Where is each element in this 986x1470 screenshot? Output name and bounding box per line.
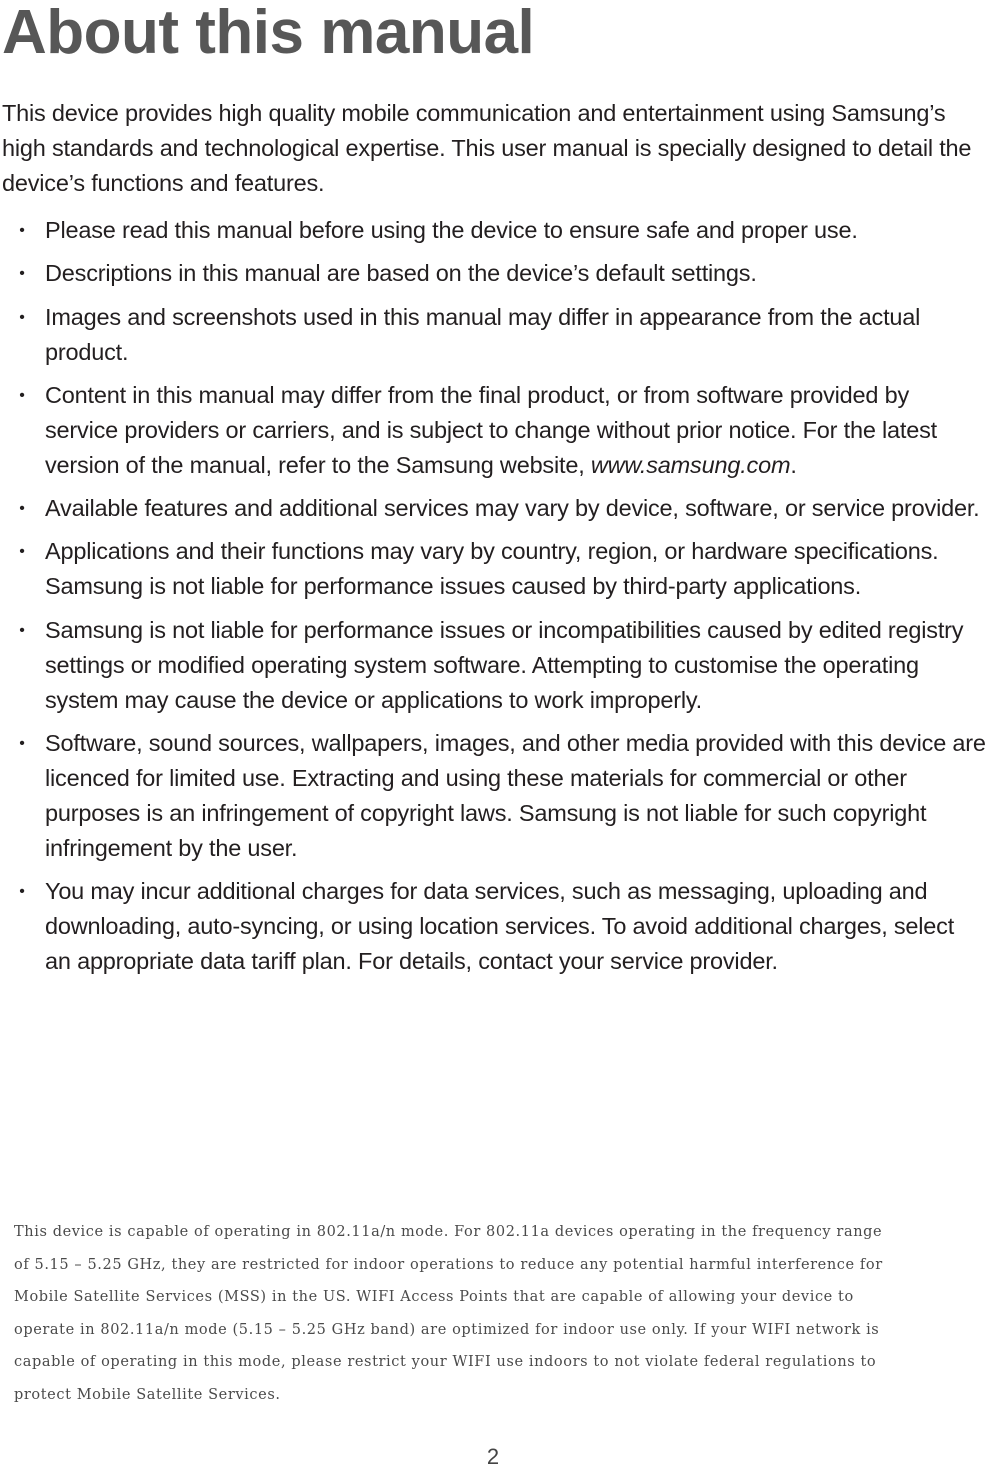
- list-item: [0, 874, 986, 979]
- notice-line: capable of operating in this mode, please restrict your WIFI use indoors to not violate federal regulations to: [14, 1354, 877, 1370]
- bullet-icon: •: [19, 543, 25, 561]
- bullet-icon: •: [19, 222, 25, 239]
- list-item: [0, 378, 986, 483]
- wifi-regulatory-notice: [14, 1216, 974, 1411]
- page-title: About this manual: [2, 0, 535, 67]
- list-item-text: Available features and additional services may vary by device, software, or service provider.: [45, 495, 980, 522]
- list-item-text: You may incur additional charges for data services, such as messaging, uploading and downloading, auto-syncing, or using location services. To avoid additional charges, select an appropriate data tariff plan. For details, contact your service provider.: [45, 878, 955, 975]
- bullet-icon: •: [19, 308, 25, 326]
- bullet-icon: •: [19, 883, 25, 901]
- notice-line: of 5.15 – 5.25 GHz, they are restricted for indoor operations to reduce any potential harmful interference for: [14, 1256, 883, 1273]
- list-item-text: Samsung is not liable for performance issues or incompatibilities caused by edited registry settings or modified operating system software. Attempting to customise the operating system may cause the device or applications to work improperly.: [45, 616, 964, 713]
- list-item: [0, 726, 986, 866]
- notice-line: Mobile Satellite Services (MSS) in the US. WIFI Access Points that are capable of allowing your device to: [14, 1289, 854, 1305]
- bullet-list: [0, 213, 986, 988]
- list-item-text: Descriptions in this manual are based on the device’s default settings.: [45, 260, 757, 287]
- list-item-text: Applications and their functions may vary by country, region, or hardware specifications. Samsung is not liable for performance issues caused by third-party applications.: [45, 538, 939, 600]
- list-item-text: Images and screenshots used in this manual may differ in appearance from the actual product.: [45, 303, 921, 365]
- list-item: [0, 213, 986, 248]
- bullet-icon: •: [19, 735, 25, 753]
- list-item: [0, 613, 986, 718]
- list-item-text: Please read this manual before using the device to ensure safe and proper use.: [45, 217, 858, 243]
- bullet-icon: •: [19, 265, 25, 283]
- list-item: [0, 256, 986, 291]
- samsung-website-link[interactable]: www.samsung.com: [590, 451, 791, 478]
- bullet-icon: •: [19, 386, 25, 404]
- list-item: [0, 491, 986, 526]
- page-number: 2: [486, 1444, 500, 1469]
- notice-line: protect Mobile Satellite Services.: [14, 1386, 281, 1403]
- notice-line: operate in 802.11a/n mode (5.15 – 5.25 GHz band) are optimized for indoor use only. If your WIFI network is: [14, 1321, 880, 1338]
- list-item-text: Software, sound sources, wallpapers, images, and other media provided with this device are licenced for limited use. Extracting and using these materials for commercial or other purposes is an infringement of copyright laws. Samsung is not liable for such copyright infringement by the user.: [45, 730, 986, 862]
- list-item-end-punctuation: .: [790, 451, 797, 478]
- bullet-icon: •: [19, 500, 25, 518]
- list-item: [0, 534, 986, 604]
- list-item: [0, 300, 986, 370]
- list-item-text: Content in this manual may differ from the final product, or from software provided by service providers or carriers, and is subject to change without prior notice. For the latest version of the manual, refer to the Samsung website,: [45, 381, 937, 478]
- notice-line: This device is capable of operating in 802.11a/n mode. For 802.11a devices operating in the frequency range: [14, 1224, 883, 1240]
- bullet-icon: •: [19, 621, 25, 639]
- intro-paragraph: This device provides high quality mobile communication and entertainment using Samsung’s high standards and technological expertise. This user manual is specially designed to detail the device’s functions and features.: [2, 100, 972, 196]
